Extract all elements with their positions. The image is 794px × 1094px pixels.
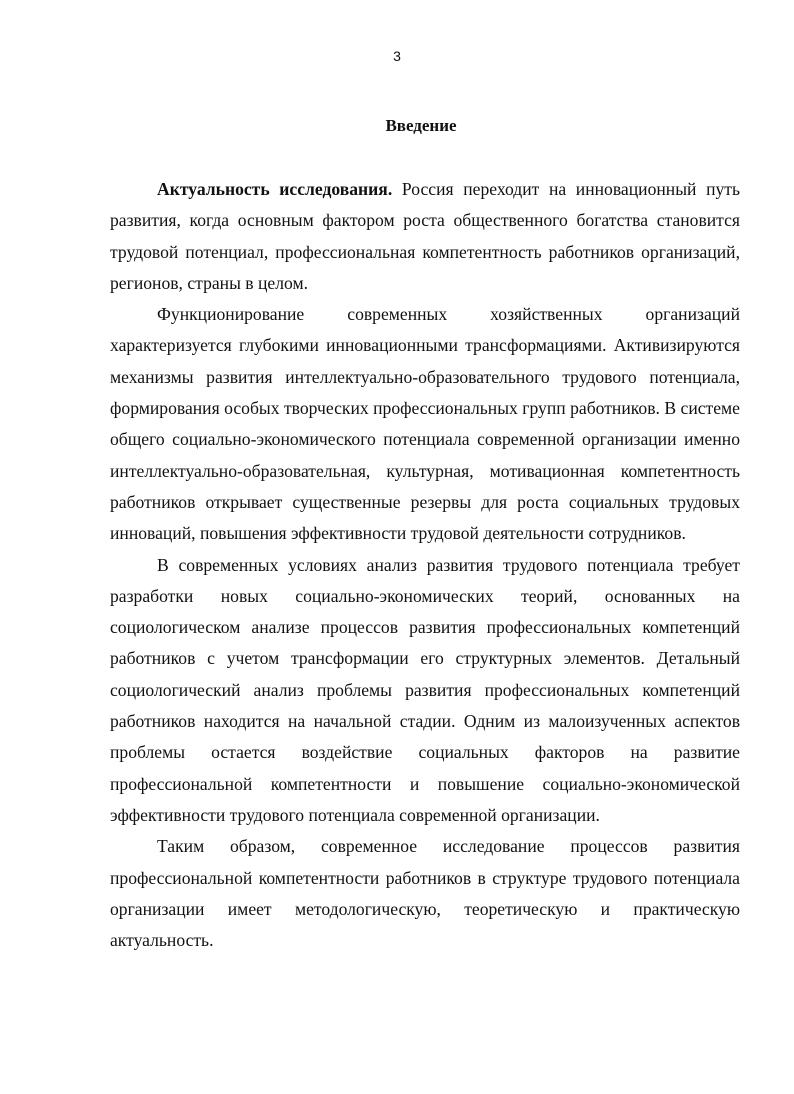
paragraph-text: Россия переходит на инновационный путь развития, когда основным фактором роста общественного богатства становится трудовой потенциал, профессиональная компетентность работников организаций, регионов, страны в целом. [110,179,740,293]
paragraph-text: Таким образом, современное исследование процессов развития профессиональной компетентности работников в структуре трудового потенциала организации имеет методологическую, теоретическую и практическую актуальность. [110,836,740,951]
paragraph-text: В современных условиях анализ развития трудового потенциала требует разработки новых социально-экономических теорий, основанных на социологическом анализе процессов развития профессиональных компетенций работников с учетом трансформации его структурных элементов. Детальный социологический анализ проблемы развития профессиональных компетенций работников находится на начальной стадии. Одним из малоизученных аспектов проблемы остается воздействие социальных факторов на развитие профессиональной компетентности и повышение социально-экономической эффективности трудового потенциала современной организации. [110,554,740,825]
paragraph-relevance [110,174,740,299]
paragraph-functioning [110,299,740,549]
page-number: 3 [393,48,401,64]
paragraph-lead: Актуальность исследования. [157,179,393,199]
paragraph-conclusion [110,831,740,956]
paragraph-modern-conditions [110,550,740,832]
body-text [110,174,740,956]
section-title: Введение [385,116,457,135]
paragraph-text: Функционирование современных хозяйственных организаций характеризуется глубокими инновационными трансформациями. Активизируются механизмы развития интеллектуально-образовательного трудового потенциала, формирования особых творческих профессиональных групп работников. В системе общего социально-экономического потенциала современной организации именно интеллектуально-образовательная, культурная, мотивационная компетентность работников открывает существенные резервы для роста социальных трудовых инноваций, повышения эффективности трудовой деятельности сотрудников. [110,304,740,544]
